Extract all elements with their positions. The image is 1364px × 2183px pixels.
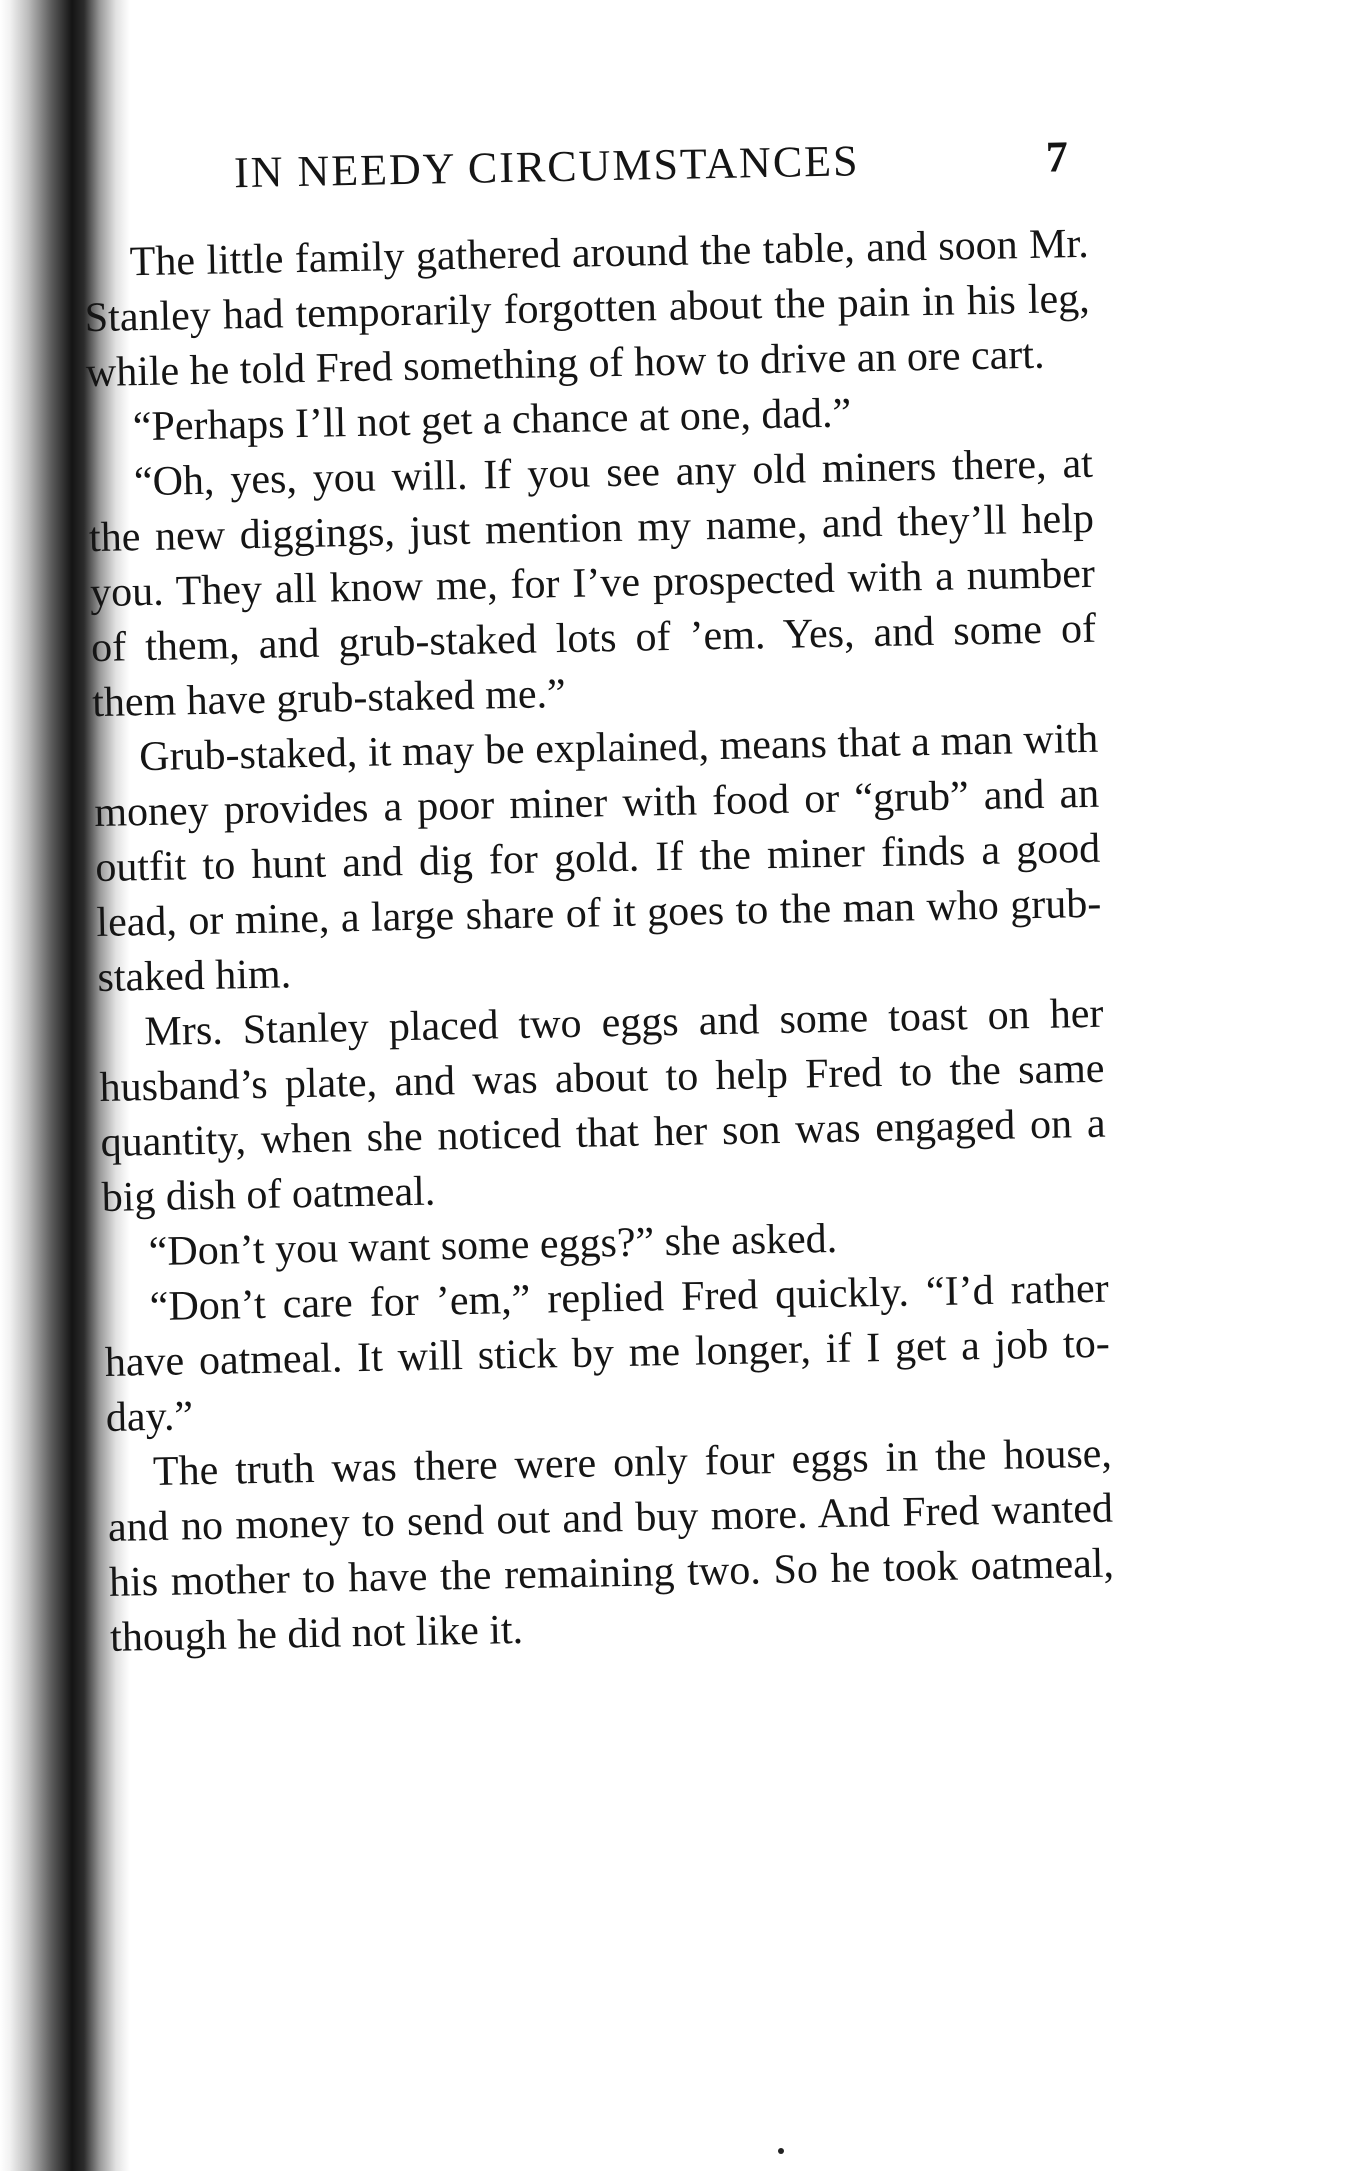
paragraph: Mrs. Stanley placed two eggs and some toast on her husband’s plate, and was about to help Fred to the same quantity, when she noticed that her son was engaged on a big dish of oatmeal. [99,990,1106,1221]
paragraph: “Perhaps I’ll not get a chance at one, dad.” [132,390,852,451]
paragraph: The little family gathered around the table, and soon Mr. Stanley had temporarily forgotten about the pain in his leg, while he told Fred something of how to drive an ore cart. [84,220,1091,397]
paragraph: “Don’t care for ’em,” replied Fred quickly. “I’d rather have oatmeal. It will stick by me longer, if I get a job to-day.” [104,1265,1111,1441]
paragraph: Grub-staked, it may be explained, means that a man with money provides a poor miner with food or “grub” and an outfit to hunt and dig for gold. If the miner finds a good lead, or mine, a large share of it goes to the man who grub-staked him. [93,715,1102,1002]
running-head: IN NEEDY CIRCUMSTANCES [233,136,860,198]
paragraph: “Don’t you want some eggs?” she asked. [148,1215,838,1276]
paragraph: The truth was there were only four eggs in the house, and no money to send out and buy more. And Fred wanted his mother to have the remaining two. So he took oatmeal, though he did not like it. [107,1430,1115,1661]
body-text [83,217,1115,1666]
page-number: 7 [1045,132,1069,182]
print-speck [778,2148,784,2154]
paragraph: “Oh, yes, you will. If you see any old miners there, at the new diggings, just mention my name, and they’ll help you. They all know me, for I’ve prospected with a number of them, and grub-staked lots of ’em. Yes, and some of them have grub-staked me.” [88,440,1097,727]
